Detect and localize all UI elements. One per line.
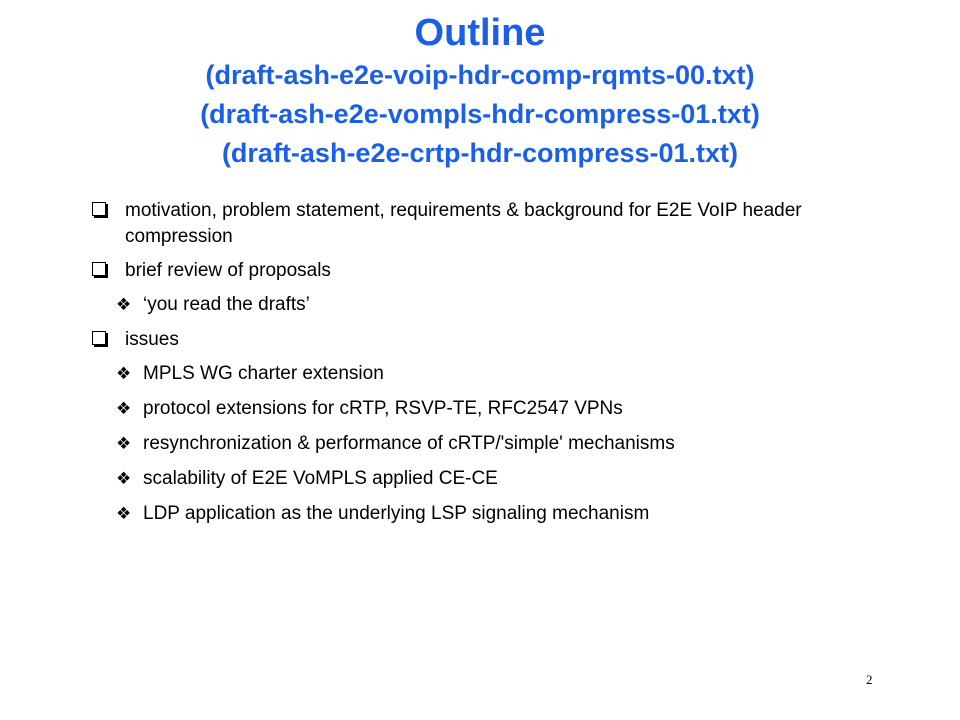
subbullet-text: scalability of E2E VoMPLS applied CE-CE	[143, 468, 498, 489]
square-bullet-icon	[92, 202, 106, 216]
bullet-text: brief review of proposals	[125, 260, 331, 281]
diamond-bullet-icon: ❖	[116, 504, 132, 524]
subbullet-item	[92, 361, 912, 387]
subbullet-item	[92, 396, 912, 422]
slide-title-block	[0, 10, 960, 173]
bullet-text: motivation, problem statement, requirements & background for E2E VoIP header compression	[125, 200, 802, 247]
page-number: 2	[866, 672, 873, 687]
subbullet-text: MPLS WG charter extension	[143, 363, 384, 384]
diamond-bullet-icon: ❖	[116, 469, 132, 489]
subbullet-item	[92, 431, 912, 457]
bullet-item	[92, 258, 912, 284]
subbullet-item	[92, 466, 912, 492]
subbullet-item	[92, 292, 912, 318]
bullet-text: issues	[125, 329, 179, 350]
bullet-item	[92, 327, 912, 353]
square-bullet-icon	[92, 331, 106, 345]
diamond-bullet-icon: ❖	[116, 295, 132, 315]
slide-subtitle: (draft-ash-e2e-voip-hdr-comp-rqmts-00.txt)	[205, 60, 755, 90]
subbullet-text: ‘you read the drafts’	[143, 294, 310, 315]
slide-title: Outline	[414, 12, 546, 54]
diamond-bullet-icon: ❖	[116, 399, 132, 419]
subbullet-text: protocol extensions for cRTP, RSVP-TE, RFC2547 VPNs	[143, 398, 623, 419]
subbullet-text: LDP application as the underlying LSP signaling mechanism	[143, 503, 650, 524]
bullet-list	[92, 198, 912, 536]
bullet-item	[92, 198, 912, 250]
slide-subtitle: (draft-ash-e2e-crtp-hdr-compress-01.txt)	[221, 138, 739, 168]
subbullet-text: resynchronization & performance of cRTP/'simple' mechanisms	[143, 433, 675, 454]
subbullet-item	[92, 501, 912, 527]
square-bullet-icon	[92, 262, 106, 276]
diamond-bullet-icon: ❖	[116, 364, 132, 384]
slide-subtitle: (draft-ash-e2e-vompls-hdr-compress-01.txt)	[200, 99, 760, 129]
diamond-bullet-icon: ❖	[116, 434, 132, 454]
